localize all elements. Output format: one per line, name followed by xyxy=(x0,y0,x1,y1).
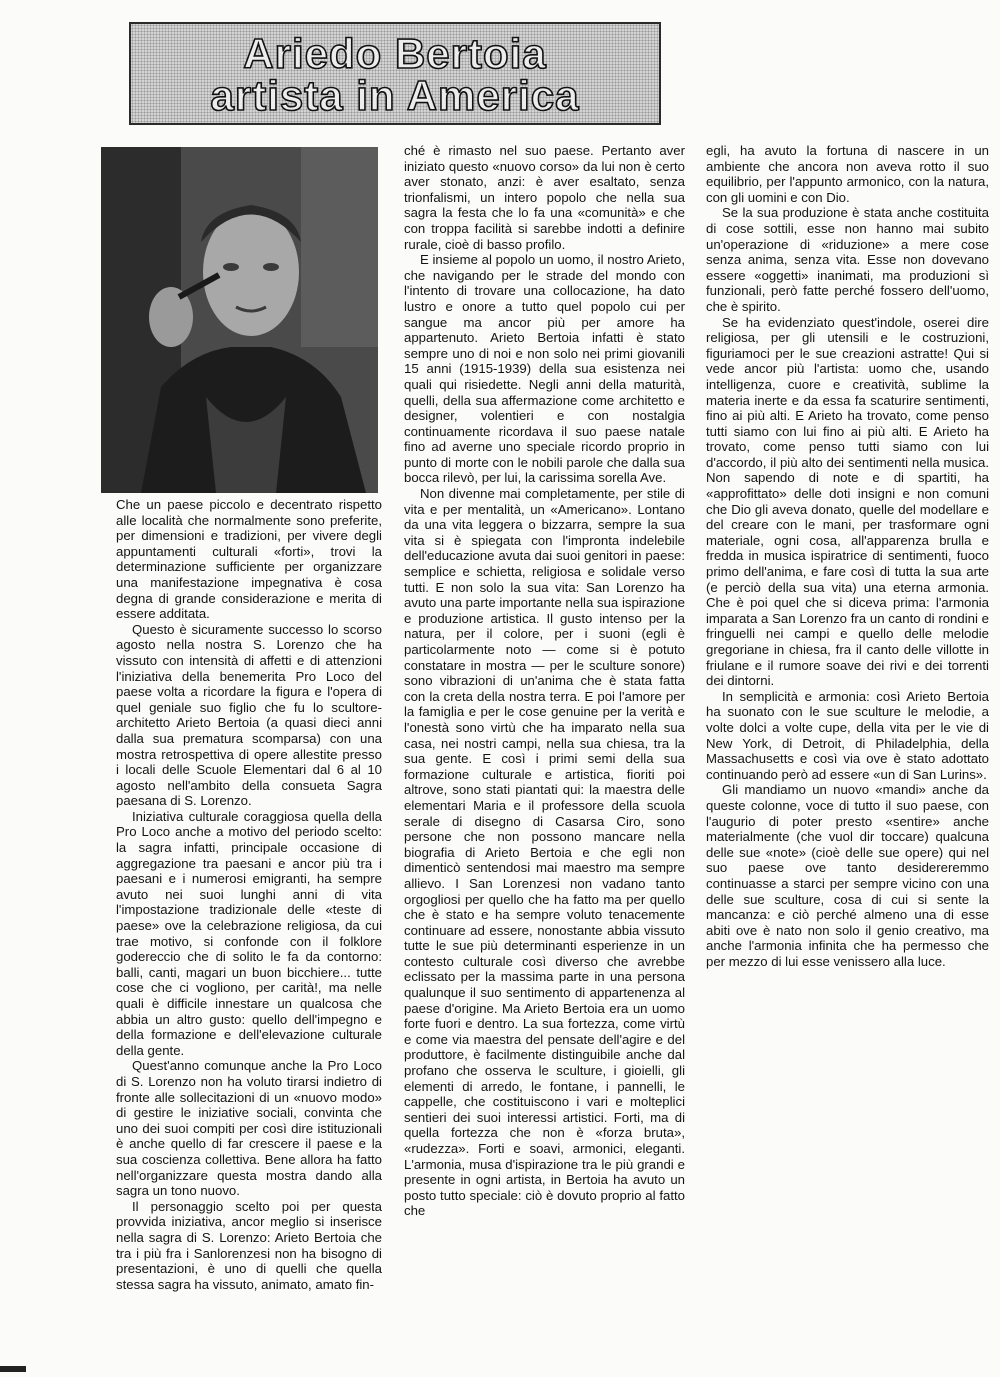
paragraph: Se ha evidenziato quest'indole, oserei dire religiosa, per gli utensili e le costruzioni, figuriamoci per le sue creazioni astratte! Qui si vede ancor più l'artista: uomo che, usando intelligenza, cuore e creatività, sublime la materia inerte e da essa fa scaturire sentimenti, fino ai più alti. E Arieto ha trovato, come penso tutti siamo con lui fino ai più alti. E Arieto ha trovato, come penso tutti siamo con lui d'accordo, il più alto dei sentimenti nella musica. Non sapendo di note e di spartiti, ha «approfittato» delle doti insigni e non comuni che Dio gli aveva donato, quelle del modellare e del creare con le mani, per trasformare ogni materiale, ogni cosa, all'apparenza brulla e fredda in musica ispiratrice di sentimenti, fuoco primo dell'anima, e fare così di tutta la sua arte (e perciò della sua vita) una eterna armonia. Che è poi quel che si diceva prima: l'armonia imparata a San Lorenzo fra un canto di rondini e fringuelli nei campi e quello delle melodie gregoriane in chiesa, fra il canto delle villotte in friulane e il rumore soave dei rivi e dei torrenti dei dintorni. xyxy=(706,314,989,689)
text-column-1 xyxy=(116,497,382,1332)
article-title-box xyxy=(129,22,661,125)
text-column-3 xyxy=(706,143,989,1028)
paragraph: Questo è sicuramente successo lo scorso agosto nella nostra S. Lorenzo che ha vissuto con intensità di affetti e di attenzioni l'iniziativa della benemerita Pro Loco del paese volta a ricordare la figura e l'opera di quel geniale suo figlio che fu lo scultore- architetto Arieto Bertoia (a quasi dieci anni dalla sua prematura scomparsa) con una mostra retrospettiva di opere allestite presso i locali delle Scuole Elementari dal 6 al 10 agosto nell'ambito della consueta Sagra paesana di S. Lorenzo. xyxy=(116,621,382,809)
paragraph: ché è rimasto nel suo paese. Pertanto aver iniziato questo «nuovo corso» da lui non è certo aver stonato, anzi: è aver esaltato, senza trionfalismi, un intero popolo che nella sua sagra la festa che lo fa una «comunità» e che con troppa facilità si sarebbe indotti a definire rurale, cioè di basso profilo. xyxy=(404,143,685,252)
scan-corner-mark xyxy=(0,1366,26,1372)
portrait-photo xyxy=(101,147,378,493)
paragraph: Iniziativa culturale coraggiosa quella della Pro Loco anche a motivo del periodo scelto: la sagra infatti, principale occasione di aggregazione tra paesani e ancor più tra i paesani e i numerosi emigranti, ha sempre avuto nei suoi lunghi anni di vita l'impostazione tradizionale delle «teste di paese» ove la celebrazione religiosa, da cui trae motivo, si confonde con il folklore godereccio che di solito le fa da contorno: balli, canti, magari un buon bicchiere... tutte cose che ci vogliono, per carità!, ma nelle quali è difficile innestare un qualcosa che abbia un altro gusto: quello dell'impegno e della formazione e dell'elevazione culturale della gente. xyxy=(116,808,382,1058)
paragraph: In semplicità e armonia: così Arieto Bertoia ha suonato con le sue sculture le melodie, a volte dolci a volte cupe, della vita per le vie di New York, di Detroit, di Philadelphia, della Massachusetts e così via ove è stato adottato continuando però ad essere «un di San Lurins». xyxy=(706,688,989,782)
article-title-line-1: Ariedo Bertoia xyxy=(243,30,547,77)
text-column-2 xyxy=(404,143,685,1293)
paragraph: Il personaggio scelto poi per questa provvida iniziativa, ancor meglio si inserisce nella sagra di S. Lorenzo: Arieto Bertoia che tra i più fra i Sanlorenzesi non ha bisogno di presentazioni, è uno di quelli che quella stessa sagra ha vissuto, animato, amato fin- xyxy=(116,1198,382,1292)
portrait-illustration xyxy=(101,147,378,493)
paragraph: Gli mandiamo un nuovo «mandi» anche da queste colonne, voce di tutto il suo paese, con l'augurio di poter presto «sentire» anche materialmente (che vuol dir toccare) qualcuna delle sue «note» (cioè delle sue opere) qui nel suo paese ove tanto desidereremmo continuasse a starci per sempre vicino con una delle sue sculture, cosa di cui si sente la mancanza: e ciò perché almeno una di esse abiti ove è nato non solo il genio creativo, ma anche l'armonia infinita che ha permesso che per mezzo di lui esse venissero alla luce. xyxy=(706,782,989,969)
paragraph: Non divenne mai completamente, per stile di vita e per mentalità, un «Americano». Lontano da una vita leggera o bizzarra, sempre la sua vita si è spiegata con l'impronta indelebile dell'educazione avuta dai suoi genitori in paese: semplice e schietta, religiosa e solidale verso tutti. E non solo la sua vita: San Lorenzo ha avuto una parte importante nella sua ispirazione e produzione artistica. Il gusto intenso per la natura, per il colore, per i suoni (egli è particolarmente noto — come si è potuto constatare in mostra — per le sculture sonore) sono vibrazioni di un'anima che è stata fatta con la creta della nostra terra. E poi l'amore per la famiglia e per le cose genuine per la verità e l'onestà sono virtù che ha imparato nella sua casa, nei nostri campi, nella sua chiesa, tra la sua gente. E così i primi semi della sua formazione culturale e artistica, fioriti poi altrove, sono stati piantati qui: la maestra delle elementari Maria e il professore della scuola serale di disegno di Casarsa Ciro, sono persone che non possono mancare nella biografia di Arieto Bertoia e che egli non dimenticò sentendosi mai maestro ma sempre allievo. I San Lorenzesi non vadano tanto orgogliosi per quello che ha fatto ma per quello che è stato e ha sempre voluto tenacemente continuare ad essere, nonostante abbia vissuto tutte le sue più determinanti esperienze in un contesto culturale così diverso che avrebbe eclissato per la massima parte in una persona qualunque il suo sentimento di appartenenza al paese d'origine. Ma Arieto Bertoia era un uomo forte fuori e dentro. La sua fortezza, come virtù e come via maestra del pensate dell'agire e del produttore, è facilmente distinguibile anche dal profano che osserva le sculture, i gioielli, gli elementi di arredo, le fontane, i pannelli, le cappelle, che costituiscono i vari e molteplici sentieri dei suoi interessi artistici. Forti, ma di quella fortezza che non è «forza bruta», «rudezza». Forti e soavi, armonici, eleganti. L'armonia, musa d'ispirazione tra le più grandi e presente in ogni artista, in Bertoia ha avuto un posto tutto speciale: ciò è dovuto proprio al fatto che xyxy=(404,486,685,1219)
paragraph: E insieme al popolo un uomo, il nostro Arieto, che navigando per le strade del mondo con l'intento di trovare una collocazione, ha dato lustro e onore a tutto quel popolo cui per sangue ma ancor più per amore ha appartenuto. Arieto Bertoia infatti è stato sempre uno di noi e non solo nei primi giovanili 15 anni (1915-1939) della sua esistenza nei quali qui risiedette. Negli anni della maturità, quelli, della sua affermazione come architetto e designer, volentieri e con nostalgia continuamente ricordava il suo paese natale fino ad averne uno speciale ricordo proprio in punto di morte con le nobili parole che dalla sua bocca rilevò, per lui, la carissima sorella Ave. xyxy=(404,252,685,486)
paragraph: Quest'anno comunque anche la Pro Loco di S. Lorenzo non ha voluto tirarsi indietro di fronte alle sollecitazioni di un «nuovo modo» di gestire le iniziative sociali, convinta che uno dei suoi compiti per così dire istituzionali è anche quello di far crescere il paese e la sua coscienza collettiva. Bene allora ha fatto nell'organizzare questa mostra dando alla sagra un tono nuovo. xyxy=(116,1058,382,1199)
paragraph: Se la sua produzione è stata anche costituita di cose sottili, esse non hanno mai subito un'operazione di «riduzione» a mere cose senza anima, senza vita. Esse non dovevano essere «oggetti» inanimati, ma produzioni sì funzionali, però fatte perché fossero dell'uomo, che è spirito. xyxy=(706,205,989,314)
paragraph: Che un paese piccolo e decentrato rispetto alle località che normalmente sono preferite, per dimensioni e tradizioni, per vivere degli appuntamenti culturali «forti», trovi la determinazione sufficiente per organizzare una manifestazione impegnativa è cosa degna di grande considerazione e merita di essere additata. xyxy=(116,497,382,622)
paragraph: egli, ha avuto la fortuna di nascere in un ambiente che ancora non aveva rotto il suo equilibrio, per l'appunto armonico, con la natura, con gli uomini e con Dio. xyxy=(706,143,989,205)
article-title-line-2: artista in America xyxy=(210,72,580,119)
